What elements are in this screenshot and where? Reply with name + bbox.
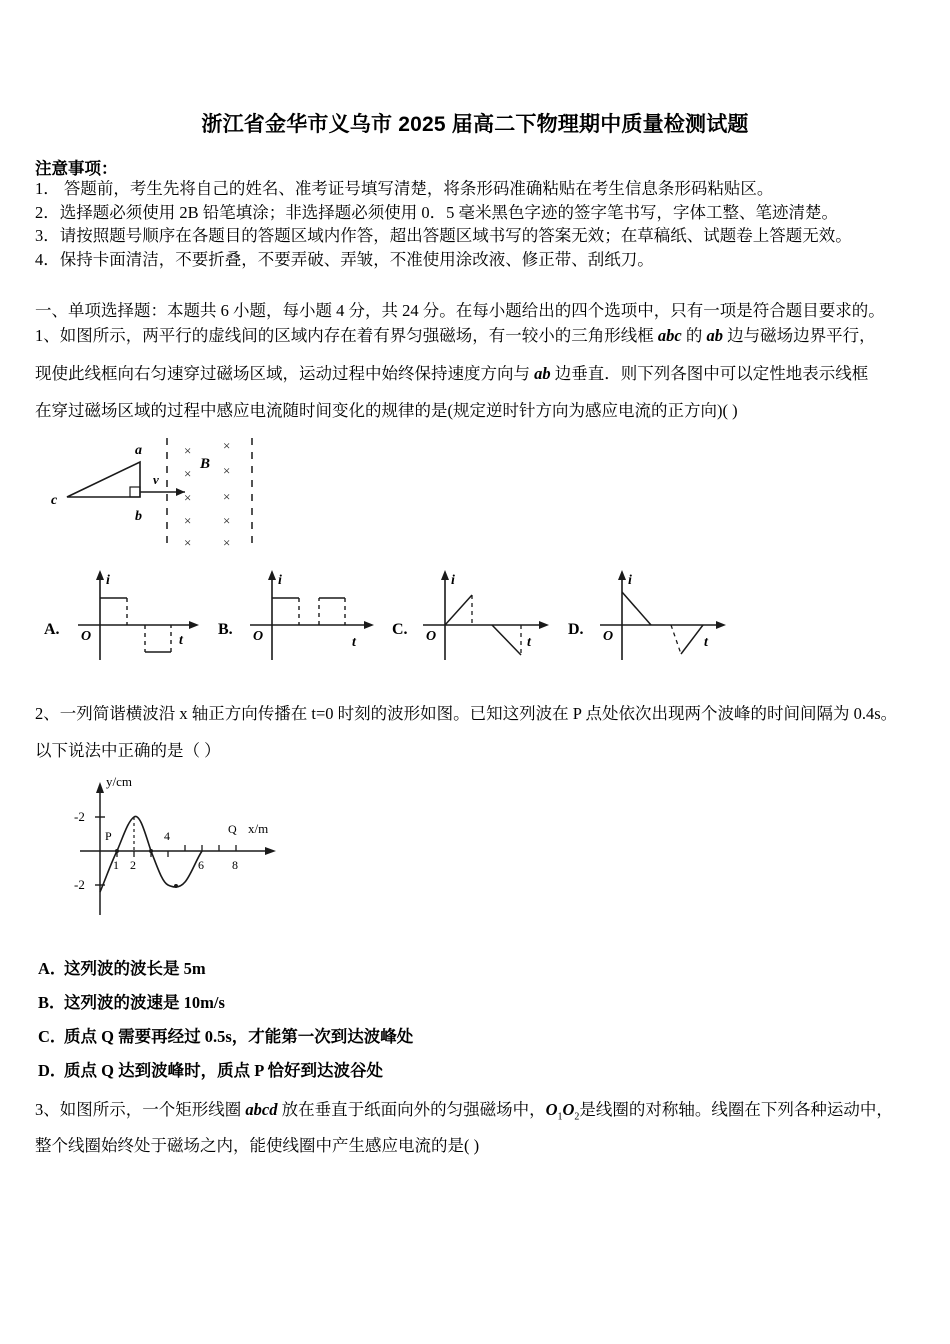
x-tick-2: 2 (130, 858, 136, 872)
velocity-label: v (153, 472, 159, 487)
q3-label-o2: O (562, 1100, 575, 1119)
question-1-line-3: 在穿过磁场区域的过程中感应电流随时间变化的规律的是(规定逆时针方向为感应电流的正方向)( ) (35, 401, 738, 420)
svg-text:×: × (223, 463, 231, 478)
svg-text:×: × (184, 513, 192, 528)
svg-text:i: i (451, 573, 455, 588)
svg-text:O: O (81, 629, 92, 644)
section-one-heading: 一、单项选择题：本题共 6 小题，每小题 4 分，共 24 分。在每小题给出的四个选项中，只有一项是符合题目要求的。 (35, 301, 885, 320)
point-label-Q: Q (228, 822, 237, 836)
q1-label-ab-2: ab (534, 364, 551, 383)
q2-option-B (38, 986, 638, 1020)
question-2-line-1: 2、一列简谐横波沿 x 轴正方向传播在 t=0 时刻的波形如图。已知这列波在 P 点处依次出现两个波峰的时间间隔为 0.4s。 (35, 704, 898, 723)
notice-heading: 注意事项： (35, 159, 118, 178)
svg-text:t: t (527, 635, 531, 650)
q3-text-b: 放在垂直于纸面向外的匀强磁场中， (277, 1100, 546, 1119)
svg-text:i: i (106, 573, 110, 588)
notice-item: 2．选择题必须使用 2B 铅笔填涂；非选择题必须使用 0．5 毫米黑色字迹的签字笔书写，字体工整、笔迹清楚。 (35, 202, 839, 222)
q2-waveform-chart (58, 770, 298, 920)
svg-text:×: × (184, 490, 192, 505)
x-tick-6: 6 (198, 858, 204, 872)
q2-option-C-text: 质点 Q 需要再经过 0.5s，才能第一次到达波峰处 (64, 1027, 414, 1046)
svg-text:×: × (184, 466, 192, 481)
option-B-label: B. (218, 621, 233, 638)
q2-option-D-label: D． (38, 1061, 67, 1080)
question-1-line-2 (35, 360, 868, 384)
point-label-P: P (105, 829, 112, 843)
q1-text-e: 边垂直．则下列各图中可以定性地表示线框 (550, 364, 869, 383)
svg-text:i: i (628, 573, 632, 588)
svg-text:t: t (352, 635, 356, 650)
svg-text:O: O (426, 629, 437, 644)
q3-label-o1: O (545, 1100, 558, 1119)
q1-option-D (568, 570, 726, 660)
q1-text-c: 边与磁场边界平行， (722, 326, 876, 345)
question-3-line-1 (35, 1096, 893, 1122)
q2-option-D-text: 质点 Q 达到波峰时，质点 P 恰好到达波谷处 (64, 1061, 384, 1080)
svg-text:i: i (278, 573, 282, 588)
notice-item: 1． 答题前，考生先将自己的姓名、准考证号填写清楚，将条形码准确粘贴在考生信息条形码粘贴区。 (35, 179, 774, 198)
q1-label-abc: abc (657, 326, 682, 345)
q1-option-B (218, 570, 374, 660)
q3-label-o1-sub: 1 (557, 1111, 563, 1123)
x-tick-1: 1 (113, 858, 119, 872)
question-2-options (38, 952, 638, 1088)
x-axis-label: x/m (248, 821, 269, 836)
svg-text:×: × (184, 535, 192, 550)
field-label-B: B (200, 456, 211, 472)
notice-item: 3．请按照题号顺序在各题目的答题区域内作答，超出答题区域书写的答案无效；在草稿纸、试题卷上答题无效。 (35, 226, 852, 245)
q1-option-graphs (40, 562, 920, 662)
q2-option-B-label: B． (38, 993, 66, 1012)
q1-text-d: 现使此线框向右匀速穿过磁场区域，运动过程中始终保持速度方向与 (35, 364, 535, 383)
q3-label-abcd: abcd (245, 1100, 278, 1119)
q3-label-o2-sub: 2 (574, 1111, 580, 1123)
svg-text:×: × (223, 535, 231, 550)
q2-option-A (38, 952, 638, 986)
q2-option-D (38, 1054, 638, 1088)
q1-text-a: 1、如图所示，两平行的虚线间的区域内存在着有界匀强磁场，有一较小的三角形线框 (35, 326, 658, 345)
svg-text:O: O (603, 629, 614, 644)
vertex-label-c: c (51, 493, 58, 508)
q2-option-B-text: 这列波的波速是 10m/s (64, 993, 225, 1012)
x-tick-8: 8 (232, 858, 238, 872)
question-2-line-2: 以下说法中正确的是（ ） (35, 741, 221, 760)
q1-option-A (44, 570, 199, 660)
option-D-label: D. (568, 621, 584, 638)
x-tick-4: 4 (164, 829, 170, 843)
notice-list (35, 177, 925, 271)
q1-text-b: 的 (681, 326, 707, 345)
q2-option-C (38, 1020, 638, 1054)
q1-option-C (392, 570, 549, 660)
q2-option-C-label: C． (38, 1027, 67, 1046)
q3-text-a: 3、如图所示，一个矩形线圈 (35, 1100, 246, 1119)
page-title: 浙江省金华市义乌市 2025 届高二下物理期中质量检测试题 (201, 113, 749, 136)
q2-option-A-text: 这列波的波长是 5m (64, 959, 206, 978)
q2-option-A-label: A． (38, 959, 67, 978)
y-tick-bottom: -2 (74, 877, 85, 892)
q3-text-c: 是线圈的对称轴。线圈在下列各种运动中， (579, 1100, 893, 1119)
vertex-label-b: b (135, 509, 142, 524)
svg-text:t: t (179, 633, 183, 648)
question-3-line-2: 整个线圈始终处于磁场之内，能使线圈中产生感应电流的是( ) (35, 1136, 480, 1155)
y-axis-label: y/cm (106, 774, 132, 789)
vertex-label-a: a (135, 443, 142, 458)
svg-text:t: t (704, 635, 708, 650)
svg-text:O: O (253, 629, 264, 644)
svg-text:×: × (184, 443, 192, 458)
q1-label-ab: ab (706, 326, 723, 345)
field-cross-symbols (184, 438, 230, 550)
svg-text:×: × (223, 438, 231, 453)
svg-text:×: × (223, 513, 231, 528)
notice-item: 4．保持卡面清洁，不要折叠，不要弄破、弄皱，不准使用涂改液、修正带、刮纸刀。 (35, 249, 654, 269)
option-C-label: C. (392, 621, 408, 638)
y-tick-top: -2 (74, 809, 85, 824)
q1-magnetic-field-figure (45, 432, 295, 552)
svg-text:×: × (223, 489, 231, 504)
option-A-label: A. (44, 621, 60, 638)
question-1-line-1 (35, 322, 876, 346)
